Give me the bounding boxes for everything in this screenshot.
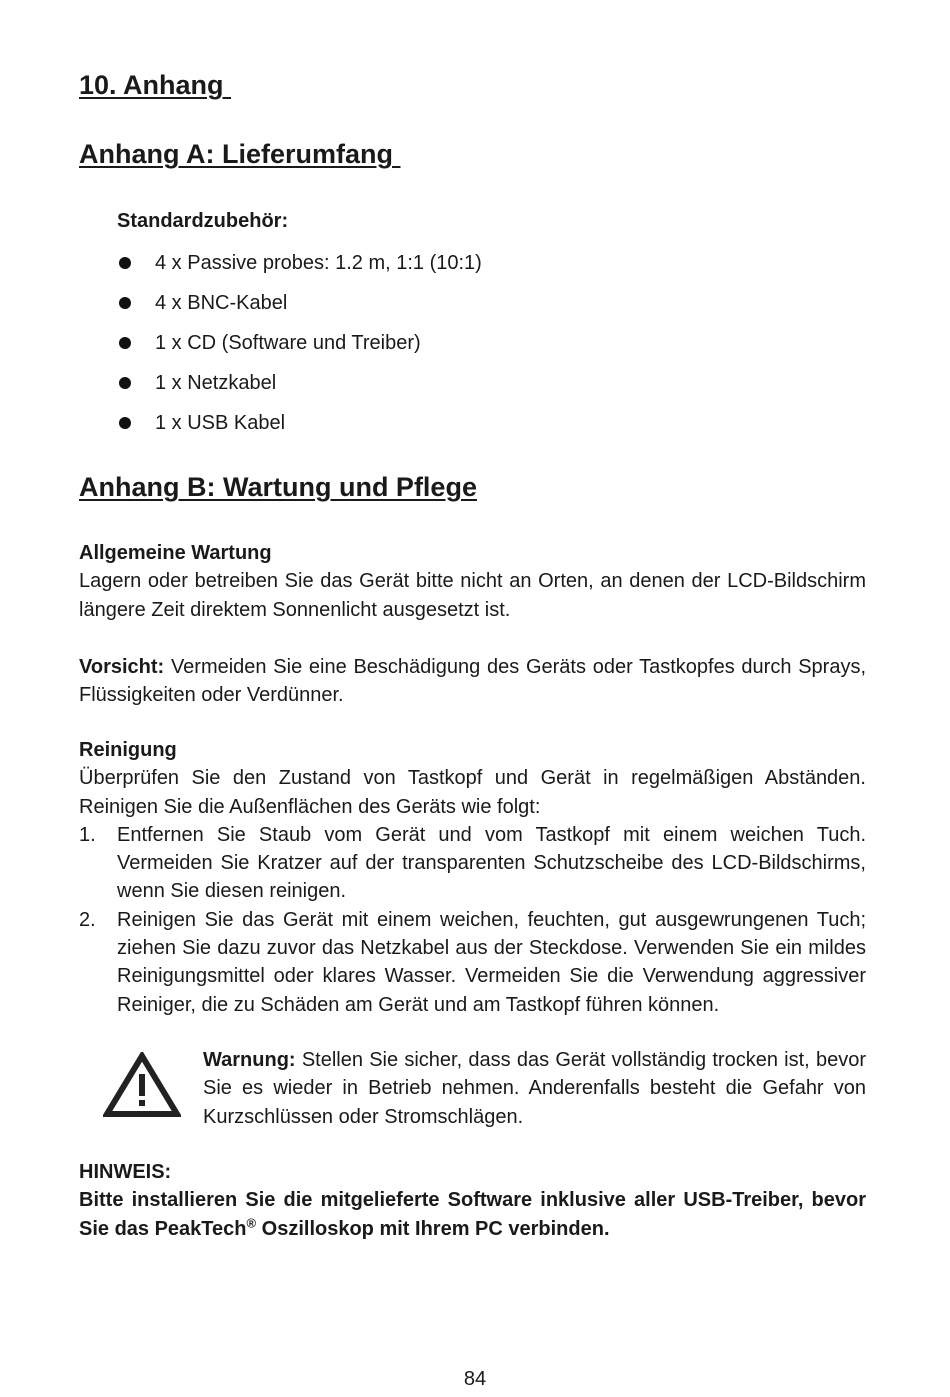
warning-triangle-icon [103,1052,181,1118]
note-text-after: Oszilloskop mit Ihrem PC verbinden. [256,1217,610,1240]
step-number: 2. [79,908,96,931]
note-text [79,1186,866,1243]
section-heading: 10. Anhang [79,70,232,100]
appendix-b-heading: Anhang B: Wartung und Pflege [79,472,477,502]
list-item [79,906,866,1019]
general-maintenance-text: Lagern oder betreiben Sie das Gerät bitte nicht an Orten, an denen der LCD-Bildschirm längere Zeit direktem Sonnenlicht ausgesetzt ist. [79,570,866,621]
step-text: Entfernen Sie Staub vom Gerät und vom Tastkopf mit einem weichen Tuch. Vermeiden Sie Kratzer auf der transparenten Schutzscheibe des LCD-Bildschirms, wenn Sie diesen reinigen. [117,823,866,903]
note-text-before: Bitte installieren Sie die mitgelieferte Software inklusive aller USB-Treiber, bevor Sie das PeakTech [79,1189,866,1240]
warning-text: Stellen Sie sicher, dass das Gerät vollständig trocken ist, bevor Sie es wieder in Betrieb nehmen. Anderenfalls besteht die Gefahr von Kurzschlüssen oder Stromschlägen. [203,1049,867,1128]
general-maintenance-title: Allgemeine Wartung [79,542,272,564]
cleaning-intro: Überprüfen Sie den Zustand von Tastkopf und Gerät in regelmäßigen Abständen. Reinigen Sie die Außenflächen des Geräts wie folgt: [79,767,866,818]
warning-box [79,1046,866,1136]
cleaning-title: Reinigung [79,739,177,761]
list-item: 1 x Netzkabel [117,366,482,406]
warning-label: Warnung: [203,1049,296,1071]
list-item [79,821,866,906]
general-maintenance [79,539,866,624]
page-number: 84 [463,1368,487,1390]
list-item: 1 x CD (Software und Treiber) [117,326,482,366]
caution-text: Vermeiden Sie eine Beschädigung des Geräts oder Tastkopfes durch Sprays, Flüssigkeiten oder Verdünner. [79,656,866,707]
step-text: Reinigen Sie das Gerät mit einem weichen, feuchten, gut ausgewrungenen Tuch; ziehen Sie dazu zuvor das Netzkabel aus der Steckdose. Verwenden Sie ein mildes Reinigungsmittel oder klares Wasser. Vermeiden Sie die Verwendung aggressiver Reiniger, die zu Schäden am Gerät und am Tastkopf führen können. [117,908,866,1016]
warning-paragraph [203,1046,866,1131]
list-item: 4 x Passive probes: 1.2 m, 1:1 (10:1) [117,246,482,286]
accessories-list [117,246,482,446]
list-item: 4 x BNC-Kabel [117,286,482,326]
registered-mark: ® [246,1214,257,1230]
cleaning-section [79,736,866,1019]
list-item: 1 x USB Kabel [117,406,482,446]
caution-paragraph [79,653,866,710]
cleaning-steps [79,821,866,1019]
appendix-a-heading: Anhang A: Lieferumfang [79,139,401,169]
step-number: 1. [79,823,96,846]
caution-label: Vorsicht: [79,656,165,678]
note-section [79,1158,866,1243]
standard-accessories-label: Standardzubehör: [117,210,289,232]
note-title: HINWEIS: [79,1161,172,1183]
